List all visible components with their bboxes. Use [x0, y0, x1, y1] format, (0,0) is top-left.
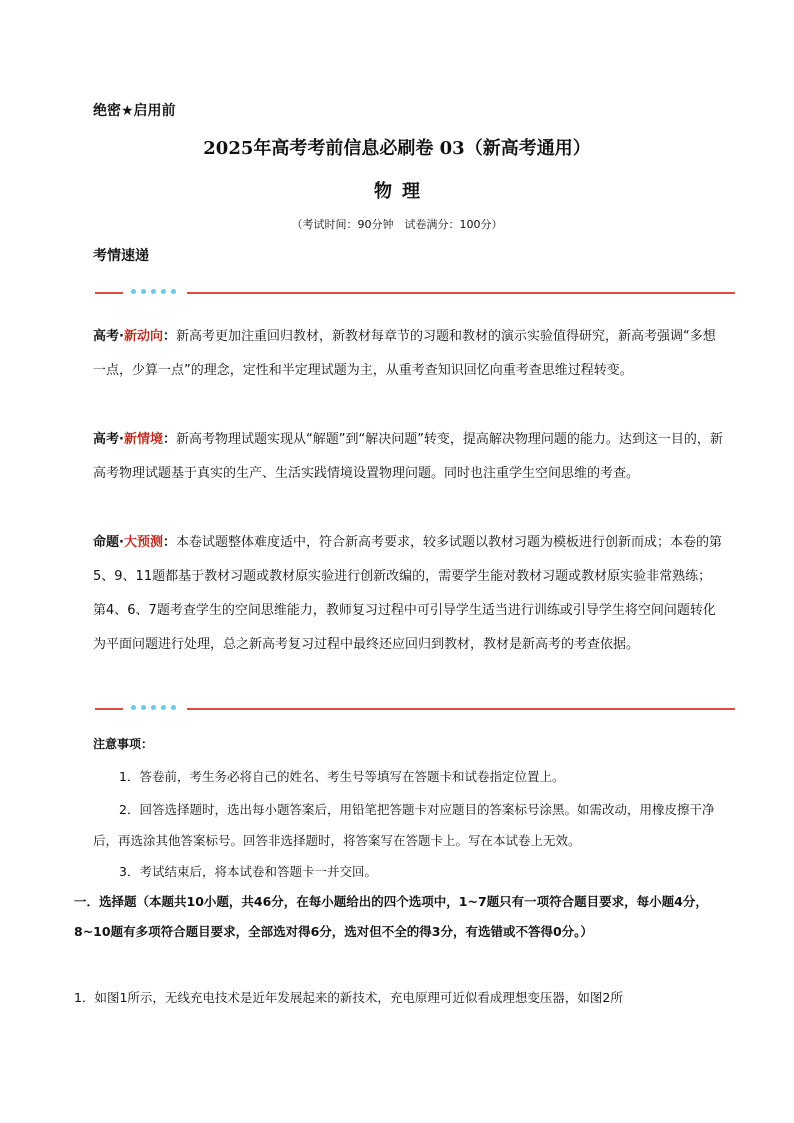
- dot: [131, 705, 136, 710]
- divider-dots: [131, 289, 176, 294]
- dot: [171, 705, 176, 710]
- tag-suffix: ：: [162, 329, 176, 344]
- dot: [161, 705, 166, 710]
- dot: [131, 289, 136, 294]
- divider-line: [187, 708, 735, 710]
- overview-item-trend: [93, 320, 723, 388]
- tag-prefix: 命题·: [93, 535, 124, 550]
- notice-heading: 注意事项：: [93, 737, 154, 751]
- tag-highlight: 大预测: [123, 535, 163, 550]
- notice-text: 3．考试结束后，将本试卷和答题卡一并交回。: [119, 864, 377, 879]
- confidential-label: 绝密★启用前: [93, 103, 176, 119]
- subject-title: 物理: [374, 181, 430, 202]
- divider-line: [187, 292, 735, 294]
- dot: [151, 705, 156, 710]
- overview-heading: 考情速递: [93, 248, 149, 264]
- divider-line: [95, 292, 123, 294]
- divider-line: [95, 708, 123, 710]
- overview-text: 新高考更加注重回归教材，新教材每章节的习题和教材的演示实验值得研究，新高考强调“多想一点，少算一点”的理念，定性和半定理试题为主，从重考查知识回忆向重考查思维过程转变。: [93, 329, 716, 378]
- dot: [141, 705, 146, 710]
- dot: [161, 289, 166, 294]
- tag-highlight: 新情境: [123, 432, 163, 447]
- overview-text: 本卷试题整体难度适中，符合新高考要求，较多试题以教材习题为模板进行创新而成；本卷的第5、9、11题都基于教材习题或教材原实验进行创新改编的，需要学生能对教材习题或教材原实验非常熟练；第4、6、7题考查学生的空间思维能力，教师复习过程中可引导学生适当进行训练或引导学生将空间问题转化为平面问题进行处理，总之新高考复习过程中最终还应回归到教材，教材是新高考的考查依据。: [93, 535, 722, 652]
- dot: [151, 289, 156, 294]
- question-1: 1．如图1所示，无线充电技术是近年发展起来的新技术，充电原理可近似看成理想变压器，如图2所: [74, 990, 623, 1005]
- tag-prefix: 高考·: [93, 432, 124, 447]
- overview-text: 新高考物理试题实现从“解题”到“解决问题”转变，提高解决物理问题的能力。达到这一目的，新高考物理试题基于真实的生产、生活实践情境设置物理问题。同时也注重学生空间思维的考查。: [93, 432, 723, 481]
- notice-item-1: [93, 761, 725, 792]
- tag-highlight: 新动向: [123, 329, 163, 344]
- divider-top: [95, 288, 735, 298]
- exam-info: （考试时间：90分钟 试卷满分：100分）: [291, 218, 503, 231]
- section-heading: 一．选择题（本题共10小题，共46分，在每小题给出的四个选项中，1~7题只有一项符合题目要求，每小题4分，8~10题有多项符合题目要求，全部选对得6分，选对但不全的得3分，有选错或不答得0分。）: [74, 894, 708, 939]
- dot: [141, 289, 146, 294]
- notice-item-3: [93, 856, 725, 887]
- overview-item-prediction: [93, 526, 723, 662]
- notice-item-2: [93, 794, 725, 856]
- tag-prefix: 高考·: [93, 329, 124, 344]
- divider-bottom: [95, 704, 735, 714]
- tag-suffix: ：: [162, 432, 176, 447]
- tag-suffix: ：: [162, 535, 176, 550]
- notice-text: 2．回答选择题时，选出每小题答案后，用铅笔把答题卡对应题目的答案标号涂黑。如需改动，用橡皮擦干净后，再选涂其他答案标号。回答非选择题时，将答案写在答题卡上。写在本试卷上无效。: [93, 802, 715, 848]
- exam-title: 2025年高考考前信息必刷卷 03（新高考通用）: [203, 138, 591, 159]
- dot: [171, 289, 176, 294]
- notice-text: 1．答卷前，考生务必将自己的姓名、考生号等填写在答题卡和试卷指定位置上。: [119, 769, 565, 784]
- overview-item-context: [93, 423, 723, 491]
- divider-dots: [131, 705, 176, 710]
